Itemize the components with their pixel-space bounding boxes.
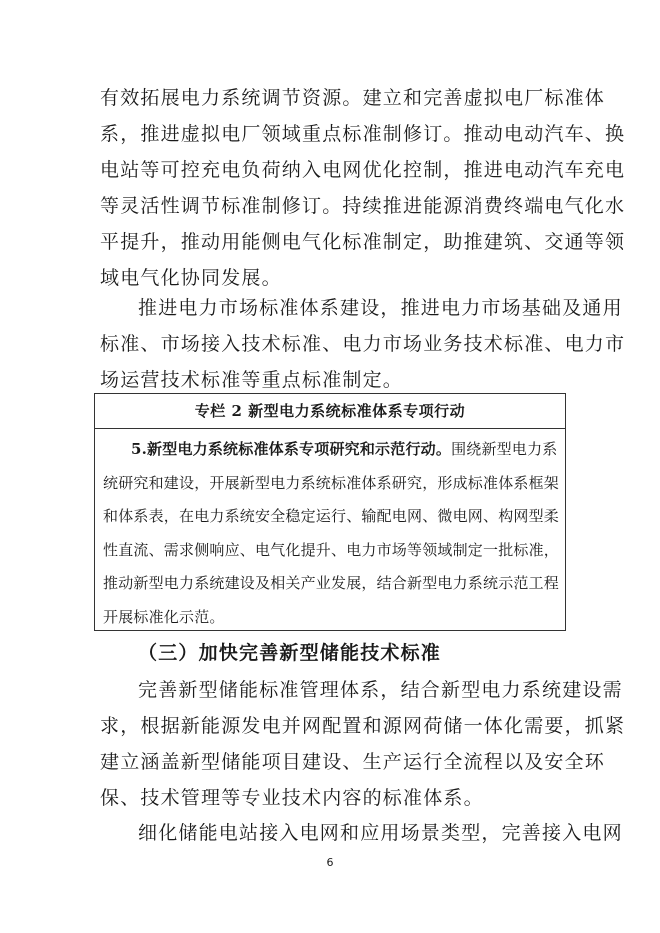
item-heading: 5.新型电力系统标准体系专项研究和示范行动。 xyxy=(131,440,452,458)
text-line: 平提升，推动用能侧电气化标准制定，助推建筑、交通等领 xyxy=(100,231,626,253)
text-line: 保、技术管理等专业技术内容的标准体系。 xyxy=(100,787,484,809)
text-line xyxy=(103,433,559,467)
special-column-title: 专栏 2 新型电力系统标准体系专项行动 xyxy=(95,394,565,429)
text-line: 细化储能电站接入电网和应用场景类型，完善接入电网 xyxy=(138,822,623,844)
text-line: 场运营技术标准等重点标准制定。 xyxy=(100,369,404,391)
item-text: 围绕新型电力系 xyxy=(451,440,558,458)
text-line: 和体系表，在电力系统安全稳定运行、输配电网、微电网、构网型柔 xyxy=(103,507,560,525)
text-line: 建立涵盖新型储能项目建设、生产运行全流程以及安全环 xyxy=(100,751,606,773)
text-line: 标准、市场接入技术标准、电力市场业务技术标准、电力市 xyxy=(100,333,626,355)
text-line: 等灵活性调节标准制修订。持续推进能源消费终端电气化水 xyxy=(100,195,626,217)
text-line: 系，推进虚拟电厂领域重点标准制修订。推动电动汽车、换 xyxy=(100,123,626,145)
text-line: 域电气化协同发展。 xyxy=(100,267,282,289)
paragraph-power-market xyxy=(100,290,626,398)
text-line: 统研究和建设，开展新型电力系统标准体系研究，形成标准体系框架 xyxy=(103,473,560,492)
text-line: 性直流、需求侧响应、电气化提升、电力市场等领域制定一批标准， xyxy=(103,540,560,559)
text-line: 推进电力市场标准体系建设，推进电力市场基础及通用 xyxy=(138,297,623,319)
special-column-body xyxy=(95,429,565,634)
text-line: 有效拓展电力系统调节资源。建立和完善虚拟电厂标准体 xyxy=(100,87,606,109)
paragraph-storage-station xyxy=(100,815,623,851)
text-line: 求，根据新能源发电并网配置和源网荷储一体化需要，抓紧 xyxy=(100,715,626,737)
paragraph-power-regulation xyxy=(100,80,626,296)
page-number: 6 xyxy=(326,856,334,869)
text-line: 开展标准化示范。 xyxy=(103,607,225,626)
section-subheading: （三）加快完善新型储能技术标准 xyxy=(138,642,442,664)
text-line: 电站等可控充电负荷纳入电网优化控制，推进电动汽车充电 xyxy=(100,159,626,181)
text-line: 推动新型电力系统建设及相关产业发展，结合新型电力系统示范工程 xyxy=(103,574,560,592)
paragraph-energy-storage xyxy=(100,672,626,816)
special-column-box xyxy=(94,393,566,631)
text-line: 完善新型储能标准管理体系，结合新型电力系统建设需 xyxy=(138,679,623,701)
